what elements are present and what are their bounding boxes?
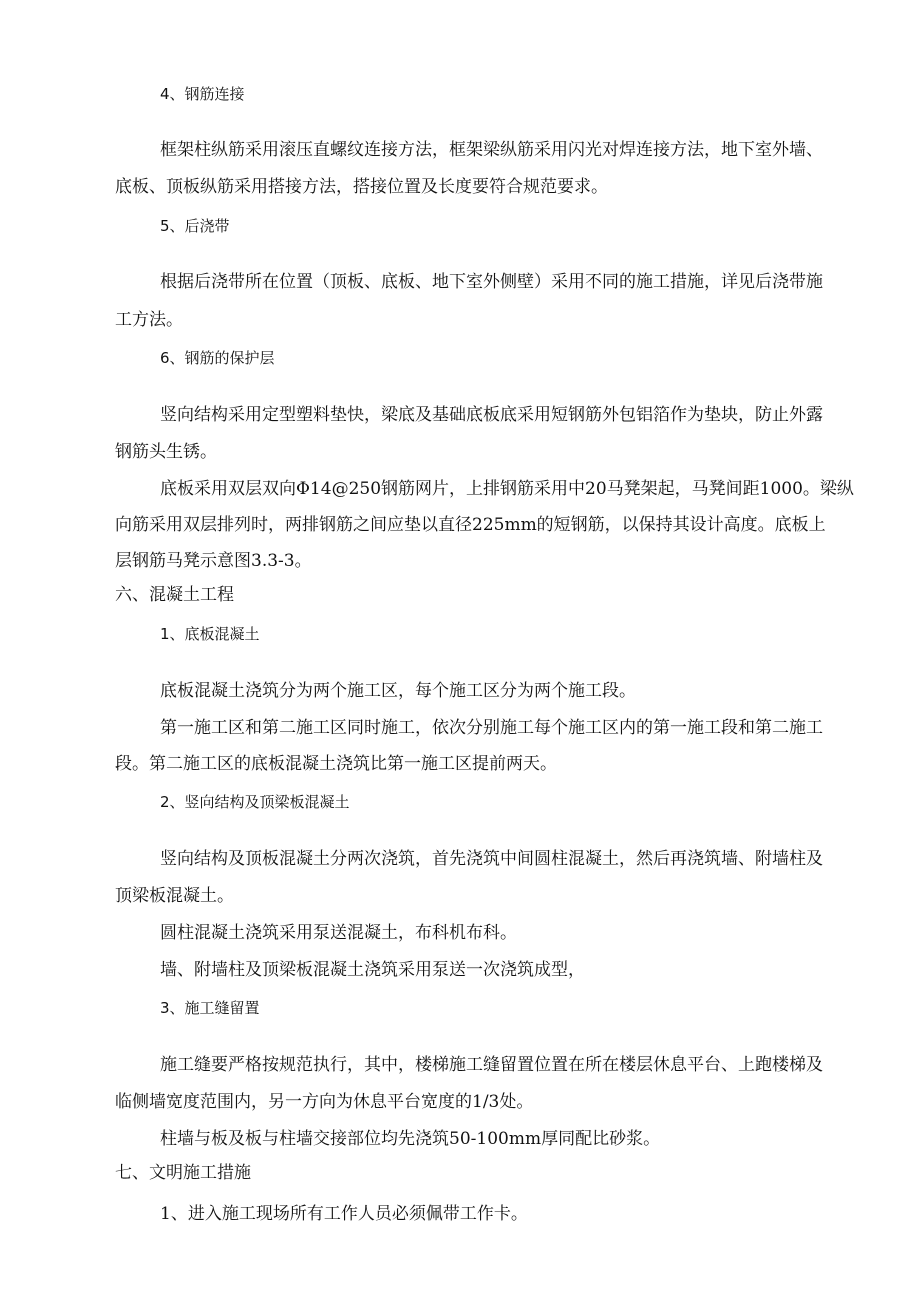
- text-line: 2、竖向结构及顶梁板混凝土: [160, 793, 350, 811]
- text-line: 4、钢筋连接: [160, 85, 245, 103]
- text-line: 柱墙与板及板与柱墙交接部位均先浇筑50-100mm厚同配比砂浆。: [160, 1129, 661, 1149]
- text-line: 底板混凝土浇筑分为两个施工区，每个施工区分为两个施工段。: [160, 681, 636, 701]
- text-line: 底板采用双层双向Φ14@250钢筋网片，上排钢筋采用中20马凳架起，马凳间距1000。梁纵: [160, 479, 854, 499]
- text-line: 1、底板混凝土: [160, 625, 260, 643]
- text-line: 六、混凝土工程: [115, 585, 234, 605]
- text-line: 竖向结构及顶板混凝土分两次浇筑，首先浇筑中间圆柱混凝土，然后再浇筑墙、附墙柱及: [160, 849, 823, 869]
- text-line: 钢筋头生锈。: [115, 442, 217, 462]
- text-line: 6、钢筋的保护层: [160, 349, 275, 367]
- text-line: 段。第二施工区的底板混凝土浇筑比第一施工区提前两天。: [115, 754, 557, 774]
- text-line: 临侧墙宽度范围内，另一方向为休息平台宽度的1/3处。: [115, 1092, 534, 1112]
- text-line: 层钢筋马凳示意图3.3-3。: [115, 551, 312, 571]
- text-line: 圆柱混凝土浇筑采用泵送混凝土，布科机布科。: [160, 923, 517, 943]
- text-line: 根据后浇带所在位置（顶板、底板、地下室外侧壁）采用不同的施工措施，详见后浇带施: [160, 272, 823, 292]
- text-line: 第一施工区和第二施工区同时施工，依次分别施工每个施工区内的第一施工段和第二施工: [160, 718, 823, 738]
- text-line: 1、进入施工现场所有工作人员必须佩带工作卡。: [160, 1204, 528, 1224]
- text-line: 向筋采用双层排列时，两排钢筋之间应垫以直径225mm的短钢筋，以保持其设计高度。底板上: [115, 515, 826, 535]
- text-line: 3、施工缝留置: [160, 999, 260, 1017]
- text-line: 框架柱纵筋采用滚压直螺纹连接方法，框架梁纵筋采用闪光对焊连接方法，地下室外墙、: [160, 140, 823, 160]
- text-line: 顶梁板混凝土。: [115, 886, 234, 906]
- text-line: 竖向结构采用定型塑料垫快，梁底及基础底板底采用短钢筋外包铝箔作为垫块，防止外露: [160, 405, 823, 425]
- text-line: 七、文明施工措施: [115, 1163, 251, 1183]
- text-line: 工方法。: [115, 310, 183, 330]
- text-line: 底板、顶板纵筋采用搭接方法，搭接位置及长度要符合规范要求。: [115, 177, 608, 197]
- text-line: 墙、附墙柱及顶梁板混凝土浇筑采用泵送一次浇筑成型，: [160, 960, 585, 980]
- text-line: 施工缝要严格按规范执行，其中，楼梯施工缝留置位置在所在楼层休息平台、上跑楼梯及: [160, 1055, 823, 1075]
- text-line: 5、后浇带: [160, 217, 230, 235]
